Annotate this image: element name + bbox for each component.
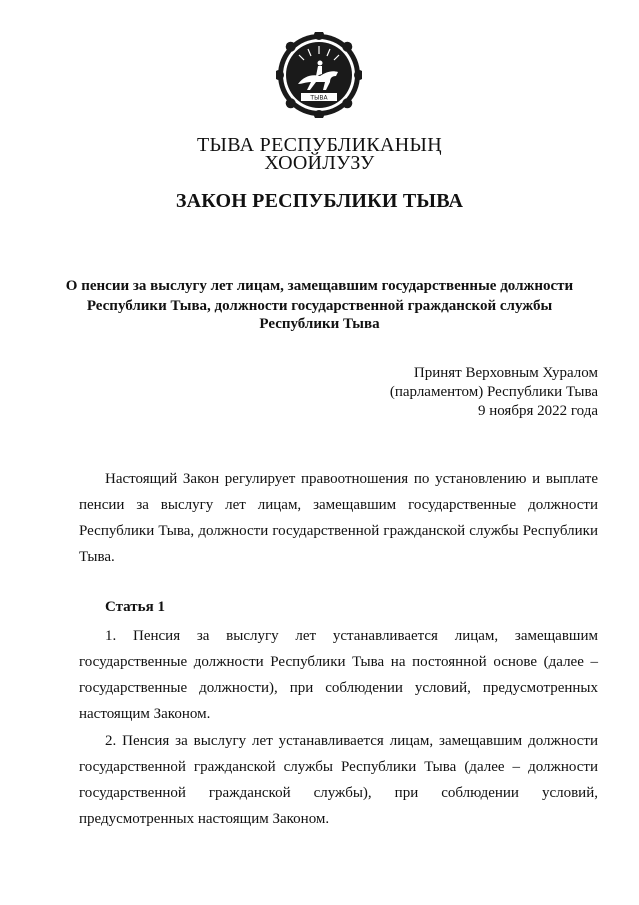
article-1-item-1: 1. Пенсия за выслугу лет устанавливается лицам, замещавшим государственные должности Республики Тыва на постоянной основе (далее – государственные должности), при соблюдении условий, предусмотренных настоящим Законом. [79,628,598,722]
document-title-line-2: Республики Тыва, должности государственной гражданской службы [86,298,553,314]
adoption-line-1: Принят Верховным Хуралом [413,365,598,381]
document-title-line-3: Республики Тыва [259,316,380,332]
header-line-2: ХООЙЛУЗУ [264,152,375,174]
document-title-line-1: О пенсии за выслугу лет лицам, замещавшим государственные должности [65,278,574,294]
adoption-date: 9 ноября 2022 года [477,403,598,419]
svg-text:ТЫВА: ТЫВА [310,94,328,102]
tuva-coat-of-arms-icon [276,32,362,118]
article-heading: Статья 1 [105,599,165,615]
adoption-line-2: (парламентом) Республики Тыва [389,384,598,400]
law-title: ЗАКОН РЕСПУБЛИКИ ТЫВА [175,190,464,212]
article-1-item-2: 2. Пенсия за выслугу лет устанавливается лицам, замещавшим должности государственной гражданской службы Республики Тыва (далее – должности государственной гражданской службы), при соблюдении условий, предусмотренных настоящим Законом. [79,733,598,827]
preamble-paragraph: Настоящий Закон регулирует правоотношения по установлению и выплате пенсии за выслугу лет лицам, замещавшим государственные должности Республики Тыва, должности государственной гражданской службы Республики Тыва. [79,471,598,565]
header-line-1: ТЫВА РЕСПУБЛИКАНЫҢ [197,134,442,156]
adoption-note [390,364,598,421]
